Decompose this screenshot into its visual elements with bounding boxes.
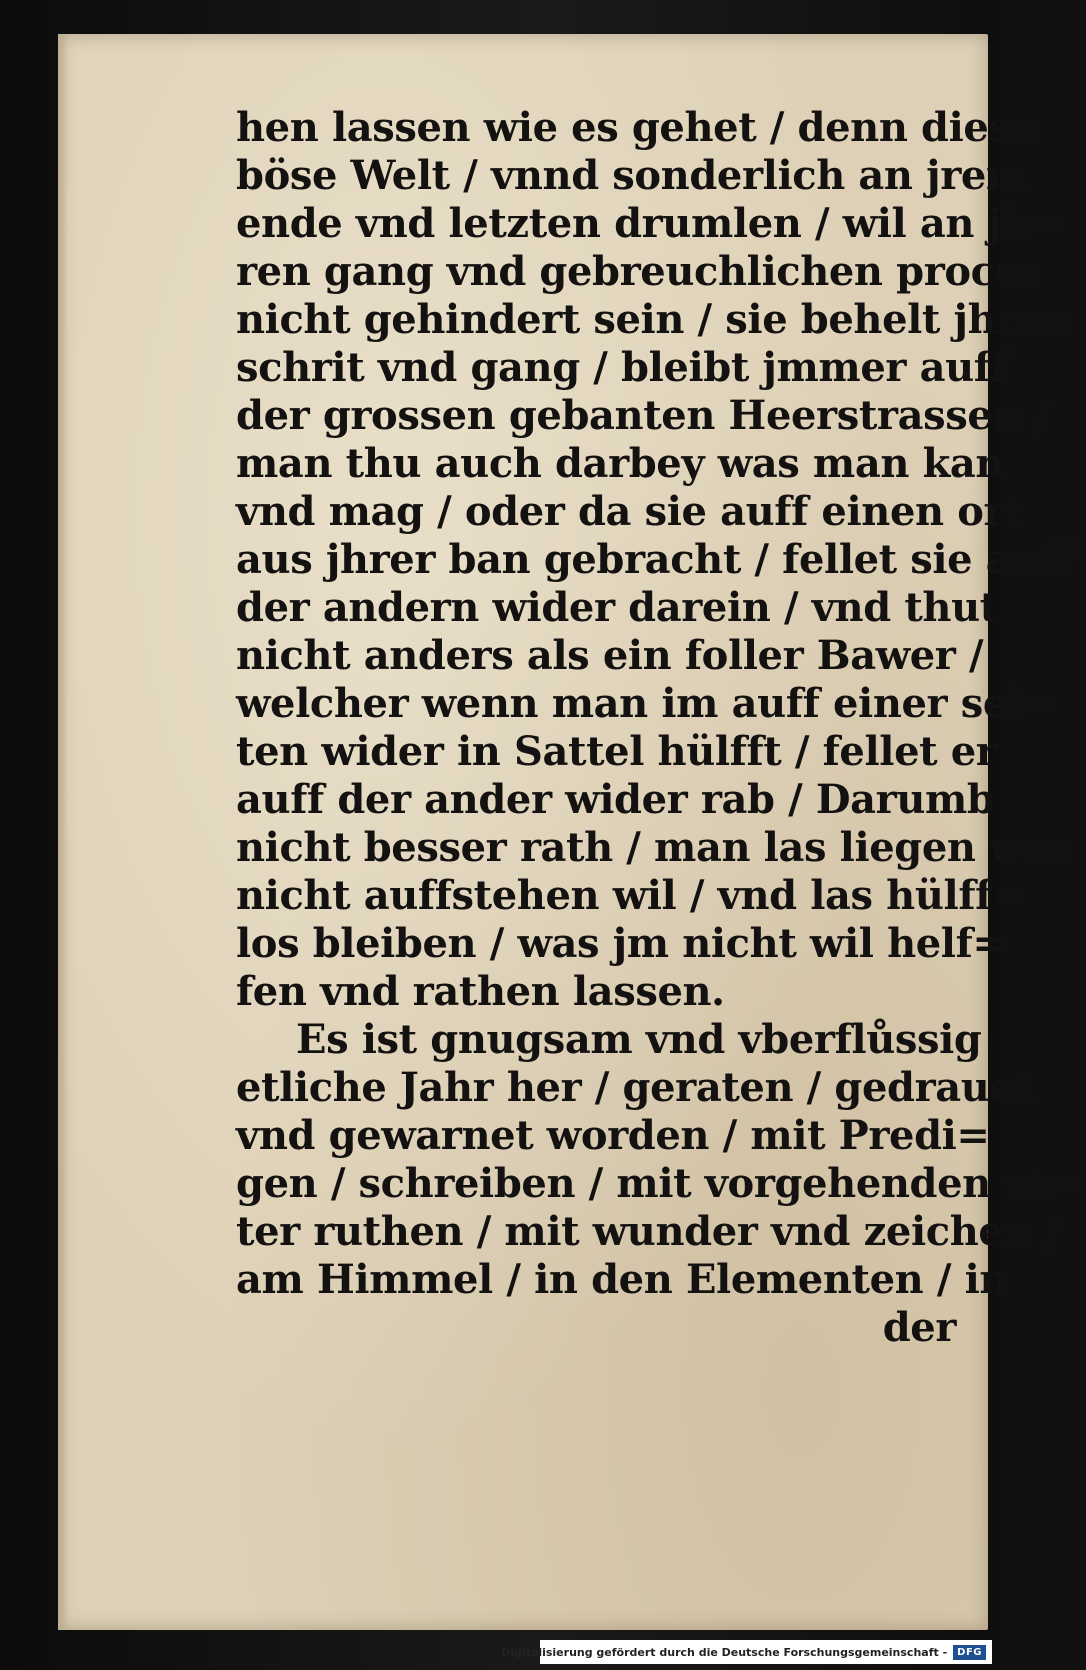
text-line: vnd mag / oder da sie auff einen ort [236, 488, 1023, 535]
page-text-block [236, 104, 1086, 1352]
text-line: hen lassen wie es gehet / denn diese [236, 104, 1036, 151]
footer-credit: Digitalisierung gefördert durch die Deutsche Forschungsgemeinschaft - [501, 1645, 948, 1659]
text-line-paragraph-start: Es ist gnugsam vnd vberflůssig [296, 1016, 982, 1063]
text-line: man thu auch darbey was man kan [236, 440, 1005, 487]
text-line: vnd gewarnet worden / mit Predi= [236, 1112, 990, 1159]
digitization-footer [501, 1640, 992, 1664]
catchword: der [882, 1304, 956, 1351]
book-page [58, 34, 1086, 1630]
text-line: etliche Jahr her / geraten / gedrauet [236, 1064, 1033, 1111]
text-line: der grossen gebanten Heerstrassen / [236, 392, 1049, 439]
dfg-logo: DFG [953, 1645, 986, 1660]
text-line: gen / schreiben / mit vorgehenden va= [236, 1160, 1086, 1207]
text-line: schrit vnd gang / bleibt jmmer auff [236, 344, 1008, 391]
text-line: aus jhrer ban gebracht / fellet sie auff [236, 536, 1074, 583]
page-edge-shadow [58, 34, 68, 1630]
text-line: fen vnd rathen lassen. [236, 968, 725, 1015]
text-line: nicht anders als ein foller Bawer / [236, 632, 984, 679]
text-line: böse Welt / vnnd sonderlich an jrem [236, 152, 1028, 199]
text-line: ter ruthen / mit wunder vnd zeichen / [236, 1208, 1060, 1255]
text-line: nicht gehindert sein / sie behelt jhren [236, 296, 1071, 343]
text-line: ten wider in Sattel hülfft / fellet er [236, 728, 997, 775]
text-line: welcher wenn man im auff einer sei= [236, 680, 1056, 727]
text-line: nicht besser rath / man las liegen was [236, 824, 1071, 871]
text-line: los bleiben / was jm nicht wil helf= [236, 920, 1006, 967]
text-line: nicht auffstehen wil / vnd las hülff= [236, 872, 1026, 919]
text-line: ende vnd letzten drumlen / wil an jh= [236, 200, 1064, 247]
text-line: auff der ander wider rab / Darumb [236, 776, 995, 823]
text-line: am Himmel / in den Elementen / in [236, 1256, 1009, 1303]
text-line: der andern wider darein / vnd thut [236, 584, 998, 631]
text-line: ren gang vnd gebreuchlichen proces [236, 248, 1042, 295]
